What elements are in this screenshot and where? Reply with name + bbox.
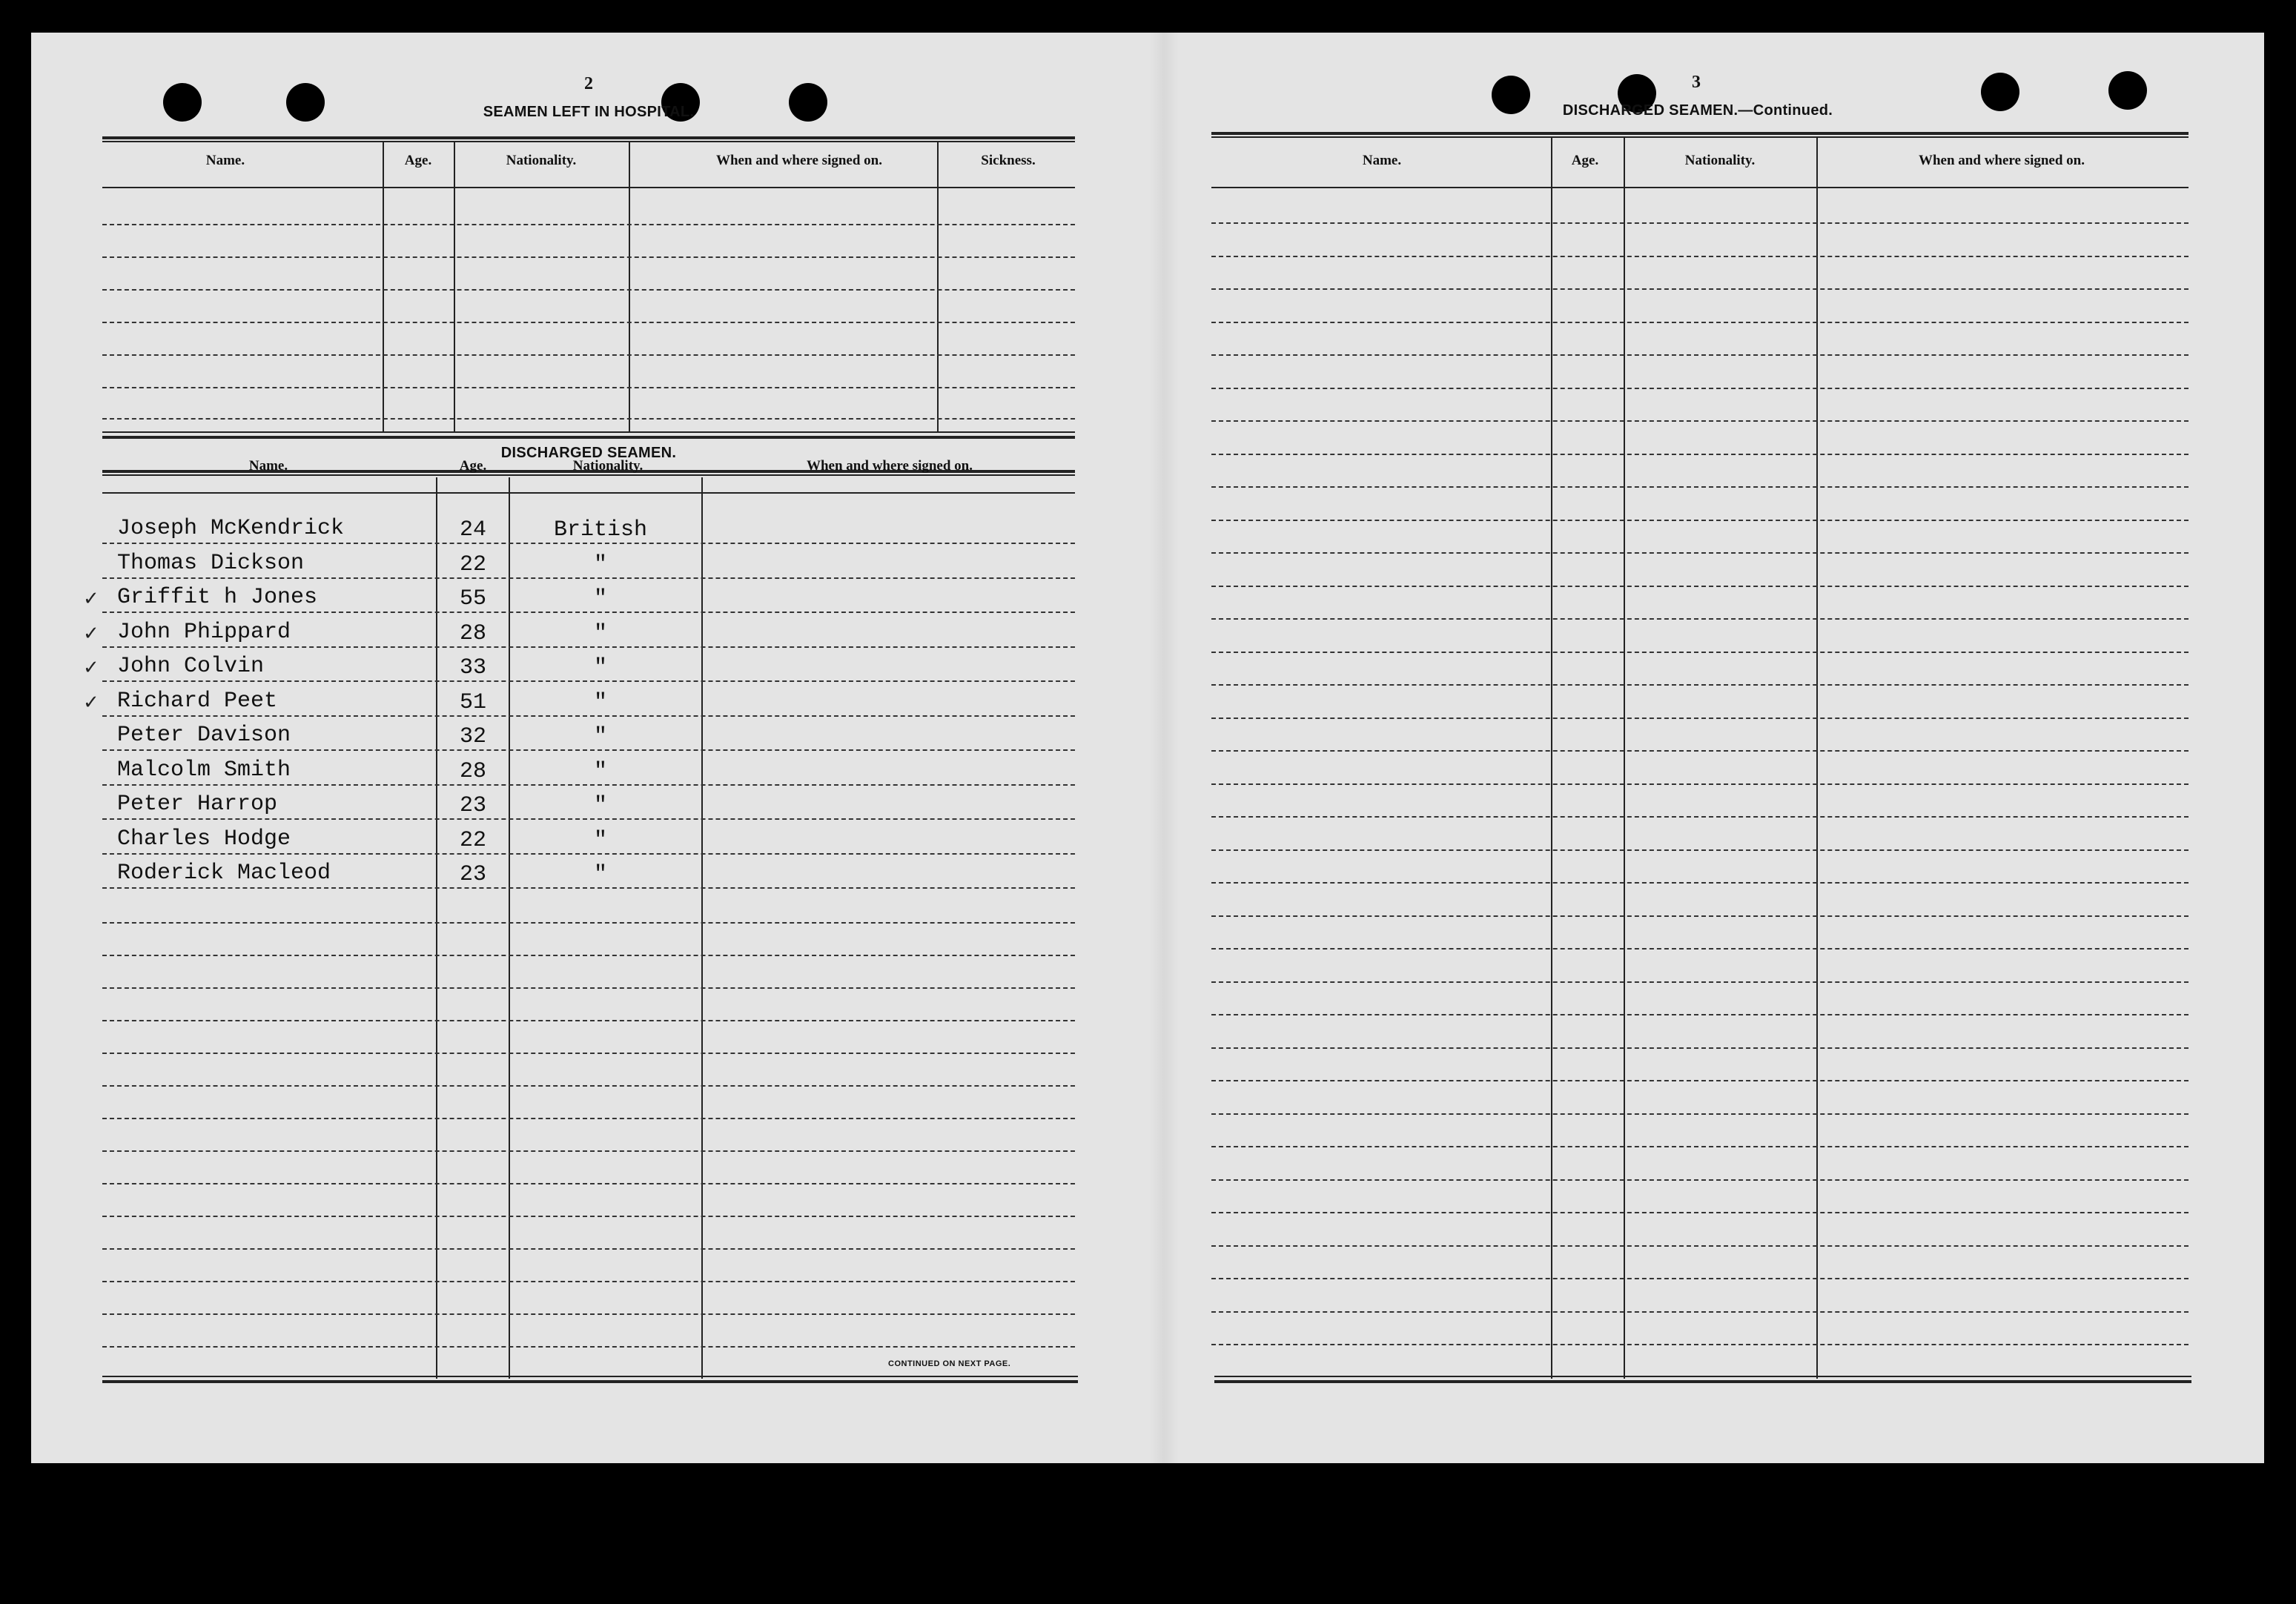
row-line — [102, 1053, 1075, 1054]
row-line — [1211, 388, 2189, 389]
table-rule — [1211, 136, 2189, 138]
table-rule — [102, 136, 1075, 139]
row-line — [102, 1313, 1075, 1315]
row-line — [102, 354, 1075, 356]
row-line — [102, 289, 1075, 291]
row-line — [102, 1118, 1075, 1119]
seaman-age: 22 — [459, 551, 487, 577]
row-line — [102, 612, 1075, 613]
row-line — [1211, 882, 2189, 884]
seaman-name: John Colvin — [117, 654, 265, 679]
row-line — [1211, 1212, 2189, 1213]
punch-hole — [286, 83, 325, 122]
row-line — [1211, 222, 2189, 224]
check-mark-icon: ✓ — [83, 657, 99, 679]
table-rule — [102, 1376, 1078, 1377]
column-divider — [937, 142, 939, 433]
check-mark-icon: ✓ — [83, 691, 99, 714]
row-line — [1211, 1245, 2189, 1247]
table-rule — [102, 187, 1075, 188]
table-rule — [102, 431, 1075, 433]
row-line — [102, 1183, 1075, 1184]
row-line — [102, 1150, 1075, 1152]
right-section-title: DISCHARGED SEAMEN.—Continued. — [1562, 102, 1833, 119]
seaman-nationality: " — [593, 620, 608, 646]
column-divider — [1816, 138, 1818, 1379]
row-line — [102, 1020, 1075, 1021]
page-number: 3 — [1692, 73, 1701, 92]
table-rule — [102, 436, 1075, 439]
column-divider — [1624, 138, 1625, 1379]
check-mark-icon: ✓ — [83, 588, 99, 610]
seaman-age: 32 — [459, 724, 487, 749]
seaman-name: Charles Hodge — [117, 826, 291, 852]
row-line — [102, 256, 1075, 258]
hospital-section-title: SEAMEN LEFT IN HOSPITAL. — [483, 104, 695, 120]
column-header-name: Name. — [205, 153, 245, 168]
column-header-nationality: Nationality. — [572, 458, 644, 474]
seaman-name: Roderick Macleod — [117, 861, 331, 886]
row-line — [102, 1281, 1075, 1282]
seaman-age: 24 — [459, 517, 487, 543]
row-line — [102, 1216, 1075, 1217]
column-header-name: Name. — [1362, 153, 1402, 168]
row-line — [1211, 981, 2189, 983]
seaman-nationality: British — [553, 517, 648, 543]
punch-hole — [1492, 76, 1530, 114]
seaman-name: Richard Peet — [117, 688, 278, 714]
row-line — [1211, 816, 2189, 818]
row-line — [102, 715, 1075, 717]
row-line — [1211, 1179, 2189, 1181]
column-header-age: Age. — [404, 153, 432, 168]
document-sheet — [31, 33, 2264, 1463]
row-line — [1211, 520, 2189, 521]
seaman-nationality: " — [593, 655, 608, 680]
seaman-name: Joseph McKendrick — [117, 516, 345, 541]
row-line — [1211, 1113, 2189, 1115]
seaman-name: Thomas Dickson — [117, 550, 305, 576]
row-line — [1211, 783, 2189, 785]
table-rule — [1211, 132, 2189, 135]
row-line — [102, 955, 1075, 956]
continued-footer: CONTINUED ON NEXT PAGE. — [888, 1359, 1011, 1368]
seaman-nationality: " — [593, 827, 608, 853]
check-mark-icon: ✓ — [83, 622, 99, 645]
column-header-nationality: Nationality. — [506, 153, 577, 168]
row-line — [102, 818, 1075, 820]
discharged-section-title: DISCHARGED SEAMEN. — [500, 445, 677, 461]
row-line — [1211, 1047, 2189, 1049]
seaman-nationality: " — [593, 551, 608, 577]
row-line — [1211, 552, 2189, 554]
column-divider — [629, 142, 630, 433]
seaman-age: 28 — [459, 620, 487, 646]
row-line — [1211, 1344, 2189, 1345]
table-rule — [102, 474, 1075, 476]
table-rule — [102, 492, 1075, 494]
seaman-nationality: " — [593, 758, 608, 784]
row-line — [1211, 652, 2189, 653]
row-line — [102, 922, 1075, 924]
column-header-nationality: Nationality. — [1684, 153, 1756, 168]
row-line — [1211, 849, 2189, 851]
seaman-age: 55 — [459, 586, 487, 612]
seaman-nationality: " — [593, 724, 608, 749]
seaman-age: 51 — [459, 689, 487, 715]
row-line — [1211, 1278, 2189, 1279]
column-header-signed-on: When and where signed on. — [806, 458, 973, 474]
seaman-nationality: " — [593, 793, 608, 818]
row-line — [1211, 915, 2189, 917]
row-line — [102, 1085, 1075, 1087]
table-rule — [102, 141, 1075, 142]
table-rule — [102, 1380, 1078, 1383]
row-line — [1211, 684, 2189, 686]
row-line — [1211, 718, 2189, 719]
row-line — [102, 1346, 1075, 1348]
seaman-age: 23 — [459, 793, 487, 818]
column-header-age: Age. — [1571, 153, 1599, 168]
column-divider — [454, 142, 455, 433]
row-line — [1211, 256, 2189, 257]
punch-hole — [2108, 71, 2147, 110]
row-line — [1211, 1014, 2189, 1015]
table-rule — [1214, 1376, 2191, 1377]
table-rule — [1211, 187, 2189, 188]
row-line — [1211, 948, 2189, 950]
seaman-name: Malcolm Smith — [117, 757, 291, 783]
row-line — [1211, 322, 2189, 323]
row-line — [1211, 750, 2189, 752]
column-header-age: Age. — [459, 458, 487, 474]
column-header-signed-on: When and where signed on. — [1918, 153, 2085, 168]
seaman-name: Griffit h Jones — [117, 585, 318, 610]
row-line — [1211, 420, 2189, 422]
row-line — [1211, 1311, 2189, 1313]
row-line — [102, 577, 1075, 579]
row-line — [102, 887, 1075, 889]
row-line — [1211, 486, 2189, 488]
row-line — [102, 680, 1075, 682]
row-line — [102, 224, 1075, 225]
column-header-signed-on: When and where signed on. — [715, 153, 883, 168]
row-line — [102, 1248, 1075, 1250]
seaman-name: Peter Davison — [117, 723, 291, 748]
seaman-nationality: " — [593, 586, 608, 612]
row-line — [1211, 586, 2189, 587]
column-header-sickness: Sickness. — [981, 153, 1036, 168]
row-line — [1211, 454, 2189, 455]
row-line — [102, 387, 1075, 388]
seaman-age: 33 — [459, 655, 487, 680]
row-line — [102, 418, 1075, 420]
row-line — [102, 784, 1075, 786]
row-line — [102, 646, 1075, 648]
column-header-name: Name. — [248, 458, 288, 474]
page-number: 2 — [584, 74, 593, 93]
row-line — [1211, 618, 2189, 620]
page-fold — [1149, 33, 1179, 1463]
row-line — [1211, 1146, 2189, 1147]
punch-hole — [163, 83, 202, 122]
table-rule — [1214, 1380, 2191, 1383]
column-divider — [1551, 138, 1552, 1379]
row-line — [102, 987, 1075, 989]
seaman-name: Peter Harrop — [117, 792, 278, 817]
seaman-name: John Phippard — [117, 619, 291, 645]
seaman-nationality: " — [593, 862, 608, 887]
punch-hole — [1981, 73, 2019, 111]
seaman-age: 22 — [459, 827, 487, 853]
seaman-age: 23 — [459, 862, 487, 887]
seaman-age: 28 — [459, 758, 487, 784]
row-line — [1211, 288, 2189, 290]
punch-hole — [789, 83, 827, 122]
seaman-nationality: " — [593, 689, 608, 715]
row-line — [102, 749, 1075, 751]
row-line — [102, 853, 1075, 855]
row-line — [102, 543, 1075, 544]
row-line — [1211, 1080, 2189, 1081]
row-line — [1211, 354, 2189, 356]
column-divider — [383, 142, 384, 433]
row-line — [102, 322, 1075, 323]
